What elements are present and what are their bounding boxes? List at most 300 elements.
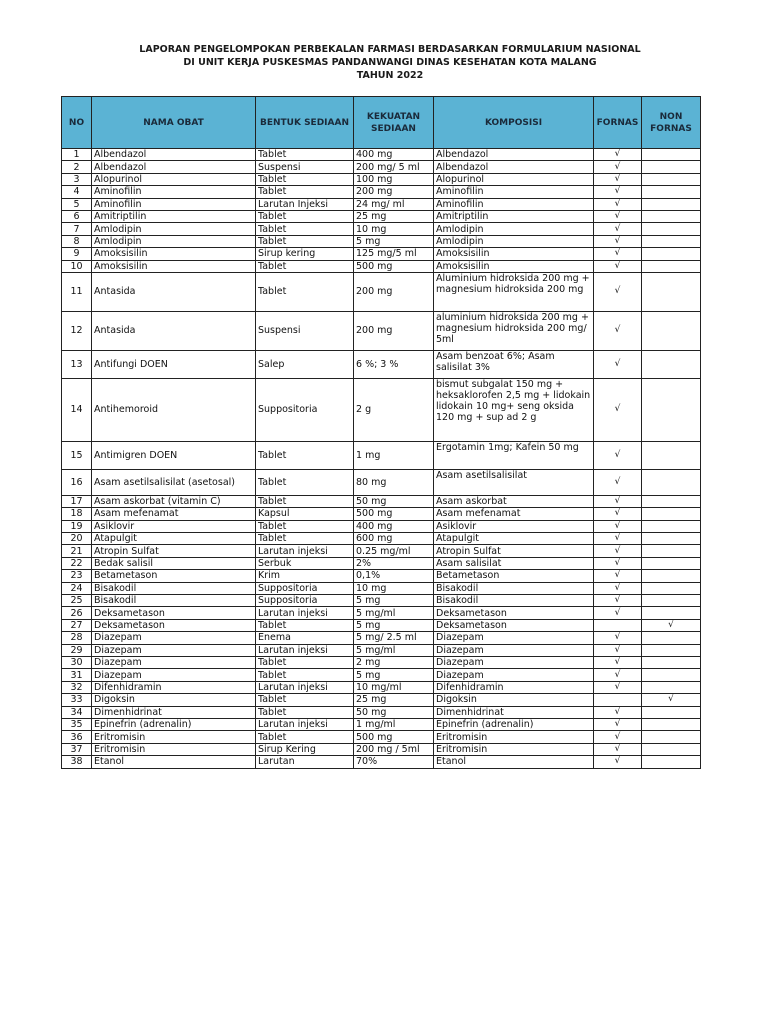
cell-non-fornas [642, 718, 701, 730]
cell-kekuatan-sediaan: 100 mg [354, 173, 434, 185]
cell-komposisi: Eritromisin [434, 743, 594, 755]
cell-fornas: √ [594, 272, 642, 311]
cell-non-fornas [642, 311, 701, 350]
table-row [62, 607, 701, 619]
cell-komposisi: Amlodipin [434, 223, 594, 235]
cell-kekuatan-sediaan: 25 mg [354, 694, 434, 706]
cell-no: 9 [62, 248, 92, 260]
cell-nama-obat: Antihemoroid [92, 378, 256, 441]
header-bentuk-sediaan: BENTUK SEDIAAN [256, 97, 354, 149]
cell-bentuk-sediaan: Larutan injeksi [256, 644, 354, 656]
cell-nama-obat: Asam mefenamat [92, 508, 256, 520]
table-row [62, 520, 701, 532]
cell-fornas: √ [594, 756, 642, 768]
cell-komposisi: Diazepam [434, 632, 594, 644]
cell-non-fornas [642, 235, 701, 247]
cell-non-fornas [642, 441, 701, 469]
cell-nama-obat: Antasida [92, 311, 256, 350]
cell-komposisi: Asiklovir [434, 520, 594, 532]
cell-fornas [594, 694, 642, 706]
cell-kekuatan-sediaan: 200 mg [354, 186, 434, 198]
cell-fornas: √ [594, 607, 642, 619]
cell-komposisi: Epinefrin (adrenalin) [434, 718, 594, 730]
table-row [62, 582, 701, 594]
cell-fornas: √ [594, 350, 642, 378]
cell-no: 24 [62, 582, 92, 594]
cell-fornas: √ [594, 186, 642, 198]
cell-non-fornas [642, 632, 701, 644]
cell-non-fornas [642, 731, 701, 743]
cell-no: 25 [62, 595, 92, 607]
cell-no: 4 [62, 186, 92, 198]
cell-komposisi: Albendazol [434, 161, 594, 173]
cell-non-fornas [642, 186, 701, 198]
cell-kekuatan-sediaan: 0,1% [354, 570, 434, 582]
cell-no: 19 [62, 520, 92, 532]
cell-kekuatan-sediaan: 500 mg [354, 508, 434, 520]
cell-non-fornas [642, 681, 701, 693]
cell-no: 3 [62, 173, 92, 185]
header-nama-obat: NAMA OBAT [92, 97, 256, 149]
cell-no: 1 [62, 149, 92, 161]
table-body [62, 149, 701, 769]
cell-nama-obat: Difenhidramin [92, 681, 256, 693]
table-row [62, 223, 701, 235]
cell-komposisi: Eritromisin [434, 731, 594, 743]
cell-bentuk-sediaan: Sirup kering [256, 248, 354, 260]
cell-no: 26 [62, 607, 92, 619]
table-row [62, 656, 701, 668]
cell-bentuk-sediaan: Tablet [256, 706, 354, 718]
cell-nama-obat: Amlodipin [92, 235, 256, 247]
cell-fornas: √ [594, 743, 642, 755]
cell-bentuk-sediaan: Tablet [256, 469, 354, 495]
cell-non-fornas [642, 198, 701, 210]
cell-nama-obat: Bedak salisil [92, 557, 256, 569]
cell-komposisi: Aluminium hidroksida 200 mg + magnesium hidroksida 200 mg [434, 272, 594, 311]
cell-no: 36 [62, 731, 92, 743]
cell-bentuk-sediaan: Tablet [256, 520, 354, 532]
table-row [62, 198, 701, 210]
cell-nama-obat: Alopurinol [92, 173, 256, 185]
table-header-row [62, 97, 701, 149]
cell-nama-obat: Asiklovir [92, 520, 256, 532]
cell-nama-obat: Diazepam [92, 632, 256, 644]
cell-komposisi: Asam benzoat 6%; Asam salisilat 3% [434, 350, 594, 378]
cell-komposisi: Betametason [434, 570, 594, 582]
cell-komposisi: Bisakodil [434, 582, 594, 594]
table-row [62, 495, 701, 507]
cell-kekuatan-sediaan: 5 mg/ 2.5 ml [354, 632, 434, 644]
cell-non-fornas [642, 350, 701, 378]
cell-fornas: √ [594, 545, 642, 557]
cell-nama-obat: Antasida [92, 272, 256, 311]
cell-bentuk-sediaan: Tablet [256, 495, 354, 507]
cell-no: 34 [62, 706, 92, 718]
table-row [62, 756, 701, 768]
cell-bentuk-sediaan: Larutan injeksi [256, 681, 354, 693]
cell-komposisi: Deksametason [434, 607, 594, 619]
table-row [62, 619, 701, 631]
cell-fornas: √ [594, 582, 642, 594]
cell-kekuatan-sediaan: 5 mg [354, 595, 434, 607]
cell-bentuk-sediaan: Tablet [256, 173, 354, 185]
table-row [62, 718, 701, 730]
cell-non-fornas [642, 607, 701, 619]
cell-bentuk-sediaan: Tablet [256, 669, 354, 681]
cell-fornas: √ [594, 632, 642, 644]
cell-no: 17 [62, 495, 92, 507]
cell-bentuk-sediaan: Serbuk [256, 557, 354, 569]
cell-bentuk-sediaan: Sirup Kering [256, 743, 354, 755]
cell-nama-obat: Asam asetilsalisilat (asetosal) [92, 469, 256, 495]
cell-nama-obat: Asam askorbat (vitamin C) [92, 495, 256, 507]
cell-nama-obat: Digoksin [92, 694, 256, 706]
cell-fornas: √ [594, 210, 642, 222]
cell-kekuatan-sediaan: 5 mg [354, 619, 434, 631]
cell-komposisi: Deksametason [434, 619, 594, 631]
cell-komposisi: Amitriptilin [434, 210, 594, 222]
table-row [62, 694, 701, 706]
cell-fornas [594, 619, 642, 631]
cell-komposisi: Bisakodil [434, 595, 594, 607]
cell-komposisi: Amoksisilin [434, 260, 594, 272]
cell-nama-obat: Atapulgit [92, 533, 256, 545]
cell-no: 14 [62, 378, 92, 441]
cell-bentuk-sediaan: Tablet [256, 186, 354, 198]
table-row [62, 681, 701, 693]
cell-kekuatan-sediaan: 400 mg [354, 520, 434, 532]
cell-no: 5 [62, 198, 92, 210]
table-row [62, 706, 701, 718]
table-row [62, 469, 701, 495]
cell-bentuk-sediaan: Tablet [256, 619, 354, 631]
cell-non-fornas [642, 644, 701, 656]
cell-kekuatan-sediaan: 200 mg [354, 272, 434, 311]
cell-kekuatan-sediaan: 1 mg/ml [354, 718, 434, 730]
cell-komposisi: bismut subgalat 150 mg + heksaklorofen 2,5 mg + lidokain lidokain 10 mg+ seng oksida 120 mg + sup ad 2 g [434, 378, 594, 441]
cell-non-fornas [642, 743, 701, 755]
cell-kekuatan-sediaan: 70% [354, 756, 434, 768]
cell-kekuatan-sediaan: 5 mg/ml [354, 644, 434, 656]
title-line-1: LAPORAN PENGELOMPOKAN PERBEKALAN FARMASI BERDASARKAN FORMULARIUM NASIONAL [139, 44, 641, 55]
cell-kekuatan-sediaan: 200 mg / 5ml [354, 743, 434, 755]
cell-kekuatan-sediaan: 125 mg/5 ml [354, 248, 434, 260]
cell-kekuatan-sediaan: 10 mg [354, 582, 434, 594]
cell-fornas: √ [594, 520, 642, 532]
cell-non-fornas [642, 378, 701, 441]
cell-komposisi: aluminium hidroksida 200 mg + magnesium hidroksida 200 mg/ 5ml [434, 311, 594, 350]
title-line-2: DI UNIT KERJA PUSKESMAS PANDANWANGI DINAS KESEHATAN KOTA MALANG [183, 57, 597, 68]
cell-nama-obat: Bisakodil [92, 582, 256, 594]
table-row [62, 570, 701, 582]
table-row [62, 272, 701, 311]
cell-fornas: √ [594, 718, 642, 730]
cell-non-fornas [642, 595, 701, 607]
cell-bentuk-sediaan: Tablet [256, 272, 354, 311]
cell-non-fornas [642, 495, 701, 507]
cell-nama-obat: Betametason [92, 570, 256, 582]
cell-non-fornas [642, 706, 701, 718]
cell-no: 22 [62, 557, 92, 569]
cell-non-fornas [642, 756, 701, 768]
cell-kekuatan-sediaan: 24 mg/ ml [354, 198, 434, 210]
cell-nama-obat: Amoksisilin [92, 248, 256, 260]
table-row [62, 441, 701, 469]
cell-kekuatan-sediaan: 5 mg [354, 235, 434, 247]
cell-bentuk-sediaan: Tablet [256, 731, 354, 743]
table-row [62, 508, 701, 520]
cell-kekuatan-sediaan: 1 mg [354, 441, 434, 469]
cell-no: 27 [62, 619, 92, 631]
cell-no: 18 [62, 508, 92, 520]
cell-no: 29 [62, 644, 92, 656]
table-row [62, 669, 701, 681]
cell-kekuatan-sediaan: 6 %; 3 % [354, 350, 434, 378]
cell-non-fornas [642, 210, 701, 222]
table-row [62, 644, 701, 656]
cell-no: 2 [62, 161, 92, 173]
cell-bentuk-sediaan: Larutan injeksi [256, 545, 354, 557]
cell-nama-obat: Epinefrin (adrenalin) [92, 718, 256, 730]
cell-bentuk-sediaan: Tablet [256, 533, 354, 545]
cell-non-fornas [642, 260, 701, 272]
cell-fornas: √ [594, 681, 642, 693]
cell-kekuatan-sediaan: 2% [354, 557, 434, 569]
cell-no: 13 [62, 350, 92, 378]
cell-komposisi: Alopurinol [434, 173, 594, 185]
cell-kekuatan-sediaan: 200 mg/ 5 ml [354, 161, 434, 173]
cell-no: 28 [62, 632, 92, 644]
cell-nama-obat: Amitriptilin [92, 210, 256, 222]
cell-bentuk-sediaan: Suppositoria [256, 378, 354, 441]
cell-bentuk-sediaan: Tablet [256, 694, 354, 706]
cell-nama-obat: Eritromisin [92, 731, 256, 743]
cell-komposisi: Aminofilin [434, 198, 594, 210]
cell-non-fornas [642, 557, 701, 569]
cell-fornas: √ [594, 173, 642, 185]
cell-fornas: √ [594, 495, 642, 507]
cell-nama-obat: Diazepam [92, 669, 256, 681]
title-line-3: TAHUN 2022 [356, 70, 424, 81]
cell-fornas: √ [594, 570, 642, 582]
table-row [62, 260, 701, 272]
drug-table [61, 96, 701, 769]
cell-nama-obat: Diazepam [92, 656, 256, 668]
cell-fornas: √ [594, 149, 642, 161]
cell-komposisi: Aminofilin [434, 186, 594, 198]
cell-nama-obat: Atropin Sulfat [92, 545, 256, 557]
cell-bentuk-sediaan: Kapsul [256, 508, 354, 520]
cell-fornas: √ [594, 669, 642, 681]
table-row [62, 186, 701, 198]
cell-bentuk-sediaan: Suspensi [256, 161, 354, 173]
cell-nama-obat: Deksametason [92, 607, 256, 619]
cell-non-fornas [642, 173, 701, 185]
cell-fornas: √ [594, 706, 642, 718]
report-title [100, 43, 680, 82]
cell-komposisi: Dimenhidrinat [434, 706, 594, 718]
cell-non-fornas [642, 582, 701, 594]
header-kekuatan-sediaan: KEKUATAN SEDIAAN [354, 97, 434, 149]
header-komposisi: KOMPOSISI [434, 97, 594, 149]
header-no: NO [62, 97, 92, 149]
cell-fornas: √ [594, 235, 642, 247]
cell-bentuk-sediaan: Tablet [256, 260, 354, 272]
cell-bentuk-sediaan: Enema [256, 632, 354, 644]
cell-no: 35 [62, 718, 92, 730]
table-row [62, 595, 701, 607]
cell-kekuatan-sediaan: 80 mg [354, 469, 434, 495]
cell-komposisi: Diazepam [434, 644, 594, 656]
cell-nama-obat: Aminofilin [92, 186, 256, 198]
cell-non-fornas [642, 570, 701, 582]
cell-non-fornas [642, 161, 701, 173]
cell-non-fornas [642, 533, 701, 545]
table-row [62, 210, 701, 222]
cell-kekuatan-sediaan: 5 mg/ml [354, 607, 434, 619]
cell-no: 23 [62, 570, 92, 582]
cell-fornas: √ [594, 441, 642, 469]
cell-kekuatan-sediaan: 500 mg [354, 731, 434, 743]
cell-bentuk-sediaan: Larutan Injeksi [256, 198, 354, 210]
cell-komposisi: Amlodipin [434, 235, 594, 247]
cell-nama-obat: Diazepam [92, 644, 256, 656]
cell-kekuatan-sediaan: 50 mg [354, 706, 434, 718]
cell-nama-obat: Eritromisin [92, 743, 256, 755]
cell-no: 12 [62, 311, 92, 350]
cell-fornas: √ [594, 161, 642, 173]
cell-nama-obat: Etanol [92, 756, 256, 768]
cell-bentuk-sediaan: Tablet [256, 210, 354, 222]
cell-komposisi: Difenhidramin [434, 681, 594, 693]
table-row [62, 545, 701, 557]
cell-komposisi: Amoksisilin [434, 248, 594, 260]
cell-komposisi: Asam asetilsalisilat [434, 469, 594, 495]
cell-kekuatan-sediaan: 600 mg [354, 533, 434, 545]
cell-komposisi: Asam salisilat [434, 557, 594, 569]
cell-fornas: √ [594, 248, 642, 260]
cell-non-fornas [642, 520, 701, 532]
cell-no: 15 [62, 441, 92, 469]
cell-non-fornas [642, 508, 701, 520]
cell-no: 20 [62, 533, 92, 545]
table-row [62, 533, 701, 545]
cell-fornas: √ [594, 656, 642, 668]
cell-non-fornas [642, 545, 701, 557]
cell-no: 30 [62, 656, 92, 668]
header-fornas: FORNAS [594, 97, 642, 149]
table-row [62, 235, 701, 247]
cell-bentuk-sediaan: Salep [256, 350, 354, 378]
cell-nama-obat: Dimenhidrinat [92, 706, 256, 718]
cell-nama-obat: Amlodipin [92, 223, 256, 235]
cell-no: 31 [62, 669, 92, 681]
cell-fornas: √ [594, 223, 642, 235]
cell-non-fornas [642, 223, 701, 235]
cell-fornas: √ [594, 595, 642, 607]
cell-non-fornas: √ [642, 694, 701, 706]
cell-komposisi: Diazepam [434, 669, 594, 681]
cell-bentuk-sediaan: Suspensi [256, 311, 354, 350]
cell-komposisi: Asam mefenamat [434, 508, 594, 520]
cell-non-fornas [642, 669, 701, 681]
cell-no: 11 [62, 272, 92, 311]
cell-nama-obat: Bisakodil [92, 595, 256, 607]
table-row [62, 731, 701, 743]
cell-non-fornas [642, 272, 701, 311]
cell-komposisi: Ergotamin 1mg; Kafein 50 mg [434, 441, 594, 469]
cell-komposisi: Atapulgit [434, 533, 594, 545]
cell-kekuatan-sediaan: 10 mg/ml [354, 681, 434, 693]
cell-komposisi: Etanol [434, 756, 594, 768]
cell-nama-obat: Albendazol [92, 149, 256, 161]
cell-fornas: √ [594, 731, 642, 743]
cell-kekuatan-sediaan: 0.25 mg/ml [354, 545, 434, 557]
cell-no: 7 [62, 223, 92, 235]
cell-kekuatan-sediaan: 500 mg [354, 260, 434, 272]
cell-nama-obat: Albendazol [92, 161, 256, 173]
table-row [62, 378, 701, 441]
cell-kekuatan-sediaan: 50 mg [354, 495, 434, 507]
cell-non-fornas: √ [642, 619, 701, 631]
cell-no: 6 [62, 210, 92, 222]
cell-no: 10 [62, 260, 92, 272]
table-row [62, 557, 701, 569]
cell-bentuk-sediaan: Tablet [256, 223, 354, 235]
cell-fornas: √ [594, 378, 642, 441]
cell-bentuk-sediaan: Larutan [256, 756, 354, 768]
table-row [62, 173, 701, 185]
cell-komposisi: Atropin Sulfat [434, 545, 594, 557]
table-row [62, 743, 701, 755]
cell-komposisi: Albendazol [434, 149, 594, 161]
cell-nama-obat: Deksametason [92, 619, 256, 631]
cell-kekuatan-sediaan: 5 mg [354, 669, 434, 681]
cell-komposisi: Asam askorbat [434, 495, 594, 507]
cell-kekuatan-sediaan: 2 mg [354, 656, 434, 668]
cell-bentuk-sediaan: Larutan injeksi [256, 718, 354, 730]
cell-nama-obat: Amoksisilin [92, 260, 256, 272]
cell-kekuatan-sediaan: 25 mg [354, 210, 434, 222]
cell-komposisi: Digoksin [434, 694, 594, 706]
cell-nama-obat: Aminofilin [92, 198, 256, 210]
cell-nama-obat: Antimigren DOEN [92, 441, 256, 469]
cell-non-fornas [642, 469, 701, 495]
cell-bentuk-sediaan: Suppositoria [256, 595, 354, 607]
cell-no: 21 [62, 545, 92, 557]
cell-kekuatan-sediaan: 200 mg [354, 311, 434, 350]
cell-non-fornas [642, 248, 701, 260]
cell-nama-obat: Antifungi DOEN [92, 350, 256, 378]
cell-no: 16 [62, 469, 92, 495]
cell-fornas: √ [594, 644, 642, 656]
cell-fornas: √ [594, 198, 642, 210]
cell-fornas: √ [594, 508, 642, 520]
cell-bentuk-sediaan: Larutan injeksi [256, 607, 354, 619]
cell-no: 8 [62, 235, 92, 247]
cell-bentuk-sediaan: Tablet [256, 235, 354, 247]
cell-fornas: √ [594, 533, 642, 545]
cell-no: 37 [62, 743, 92, 755]
table-row [62, 161, 701, 173]
cell-fornas: √ [594, 557, 642, 569]
cell-fornas: √ [594, 260, 642, 272]
cell-bentuk-sediaan: Tablet [256, 441, 354, 469]
cell-non-fornas [642, 656, 701, 668]
table-row [62, 632, 701, 644]
table-row [62, 350, 701, 378]
